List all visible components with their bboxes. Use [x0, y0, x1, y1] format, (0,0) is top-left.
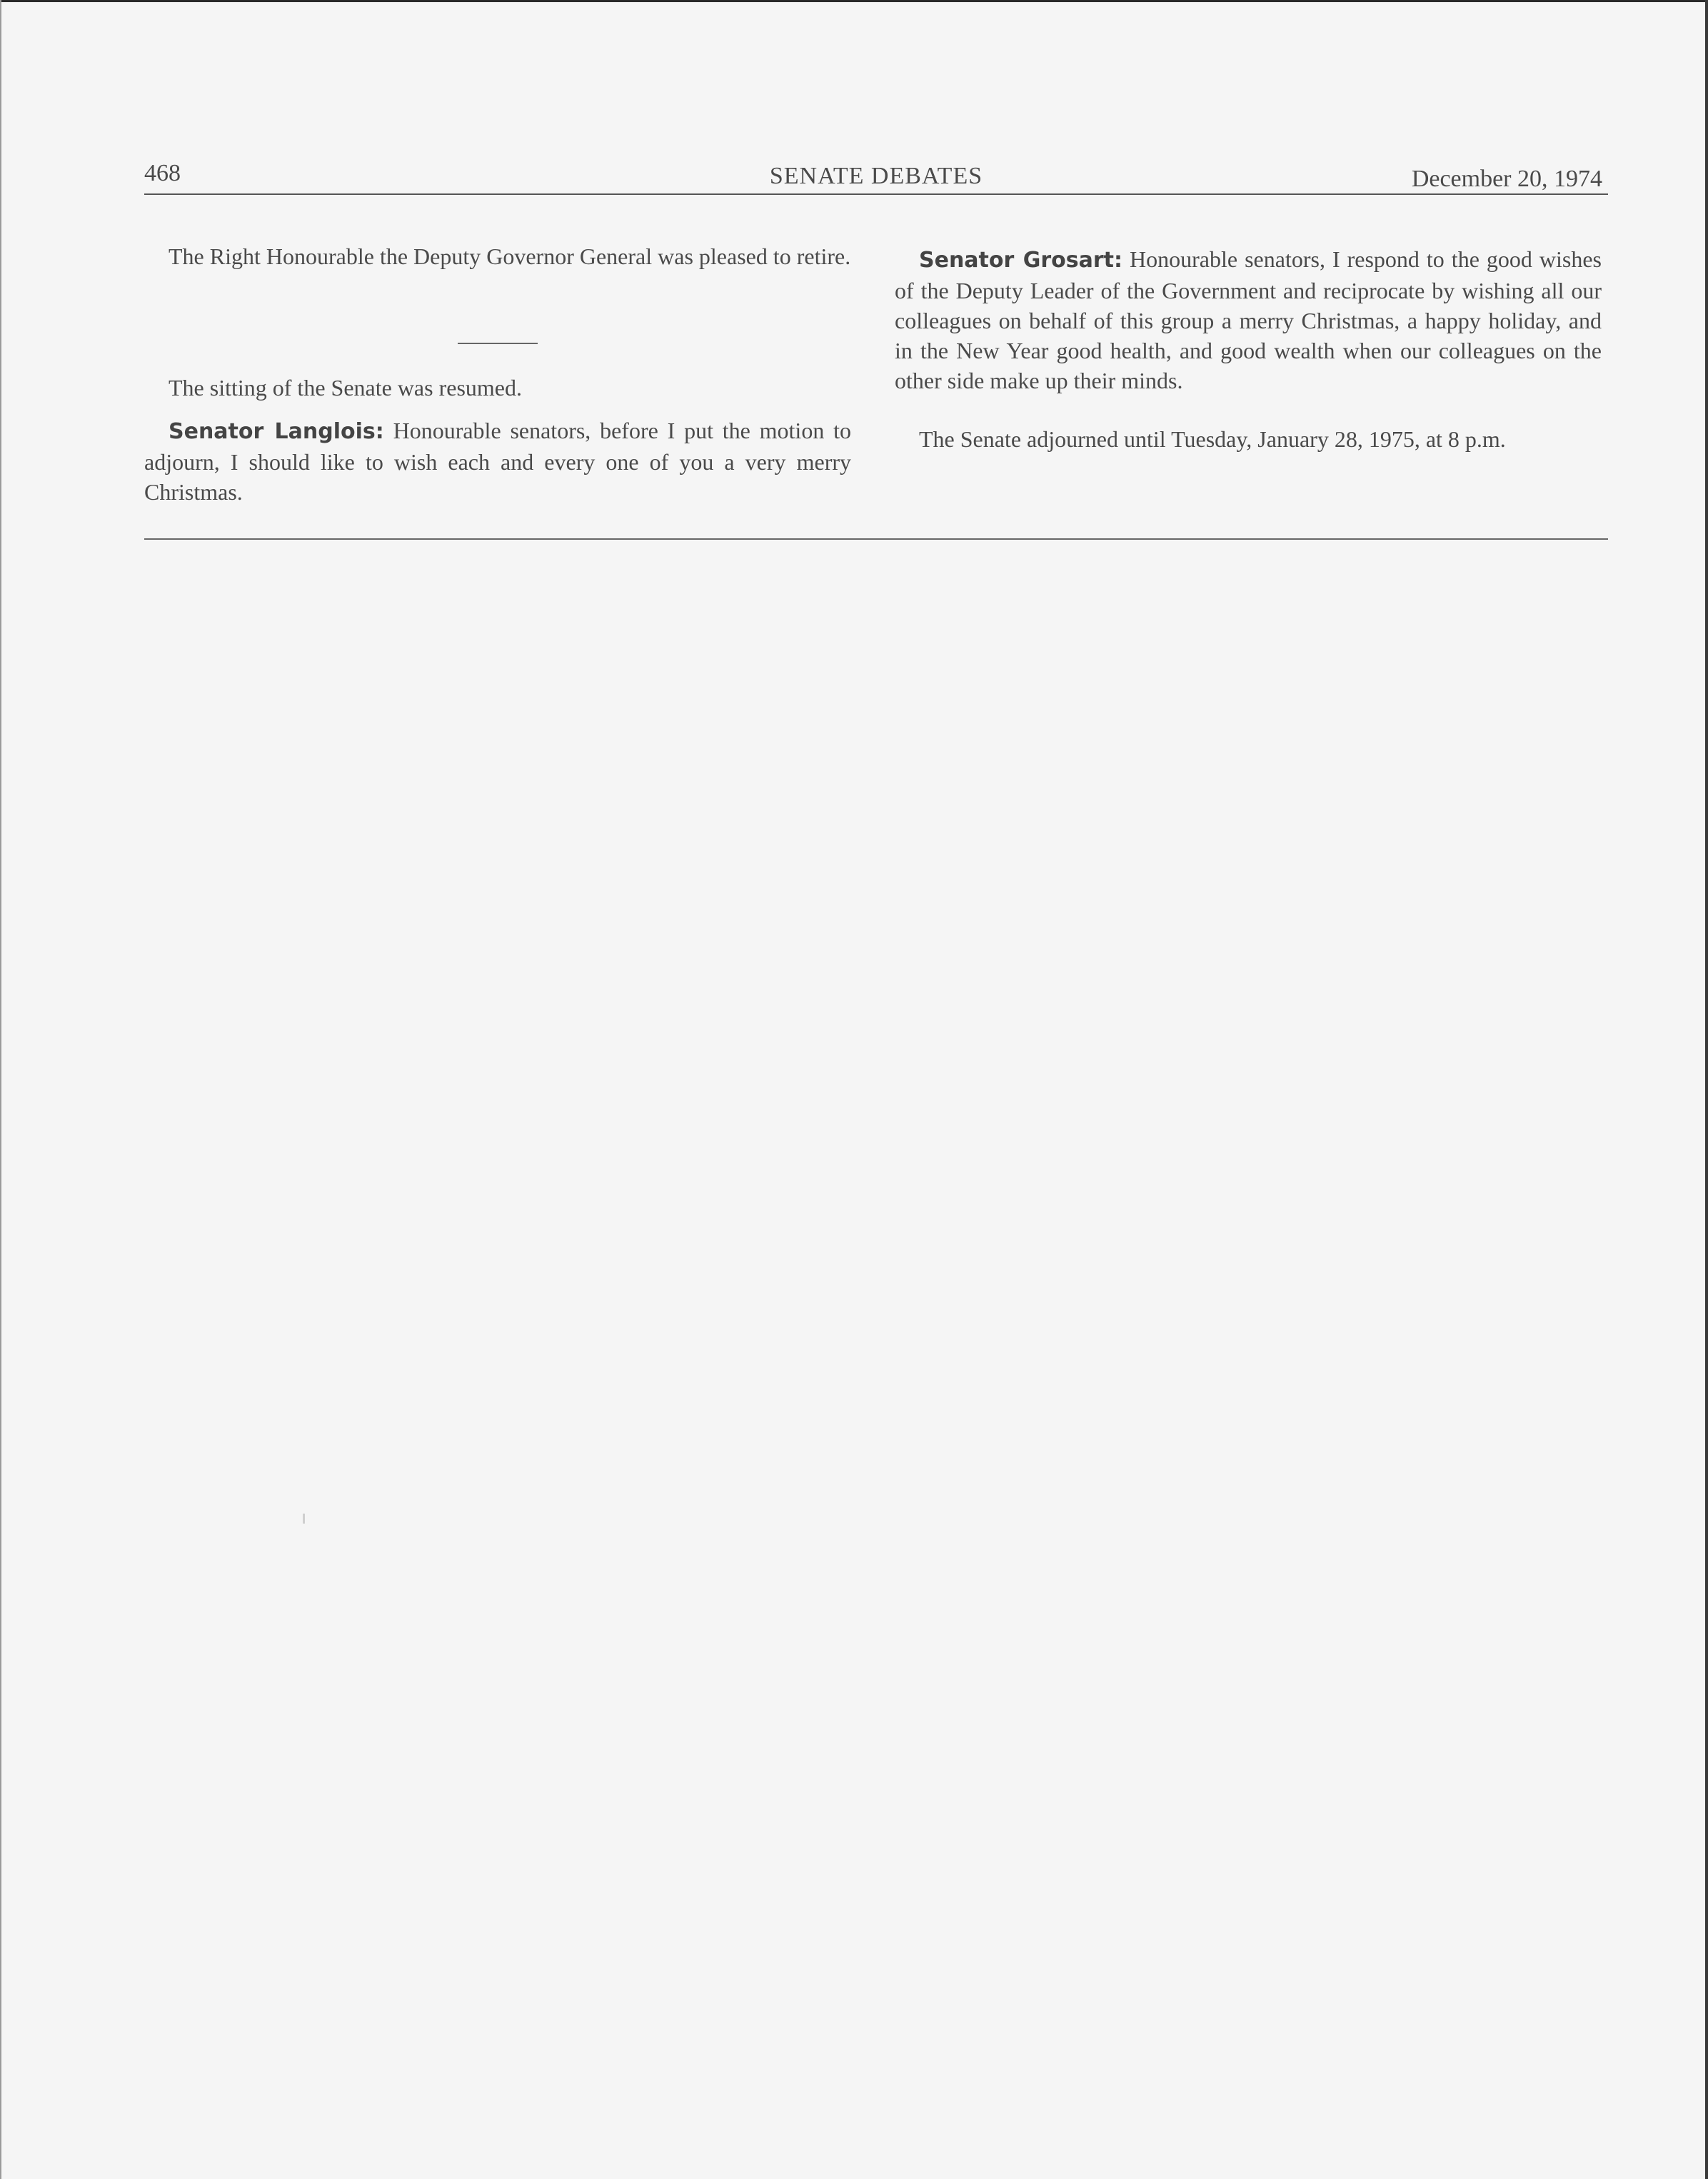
page-header [144, 156, 1608, 196]
speaker-name: Senator Grosart: [919, 248, 1123, 273]
paragraph-adjourned: The Senate adjourned until Tuesday, January 28, 1975, at 8 p.m. [919, 426, 1506, 452]
paragraph-resumed: The sitting of the Senate was resumed. [169, 375, 522, 401]
header-rule [144, 193, 1608, 195]
scan-border-right [1705, 0, 1708, 2179]
speaker-name: Senator Langlois: [169, 419, 384, 444]
paragraph-langlois [144, 416, 851, 507]
speech-text: Honourable senators, I respond to the good wishes of the Deputy Leader of the Government and reciprocate by wishing all our colleagues on behalf of this group a merry Christmas, a happy holiday, and in the New Year good health, and good wealth when our colleagues on the other side make up their minds. [895, 246, 1602, 393]
left-column [144, 241, 851, 507]
header-date: December 20, 1974 [1411, 166, 1602, 192]
page-number: 468 [144, 160, 181, 186]
end-rule [144, 538, 1608, 540]
right-column [895, 241, 1602, 454]
running-title: SENATE DEBATES [769, 163, 983, 189]
scan-speck [303, 1514, 305, 1524]
scan-border-top [0, 0, 1708, 2]
paragraph-grosart [895, 244, 1602, 396]
paragraph-retire: The Right Honourable the Deputy Governor General was pleased to retire. [169, 243, 851, 269]
speech-text: Honourable senators, before I put the motion to adjourn, I should like to wish each and every one of you a very merry Christmas. [144, 418, 852, 505]
scan-border-left [0, 0, 1, 2179]
